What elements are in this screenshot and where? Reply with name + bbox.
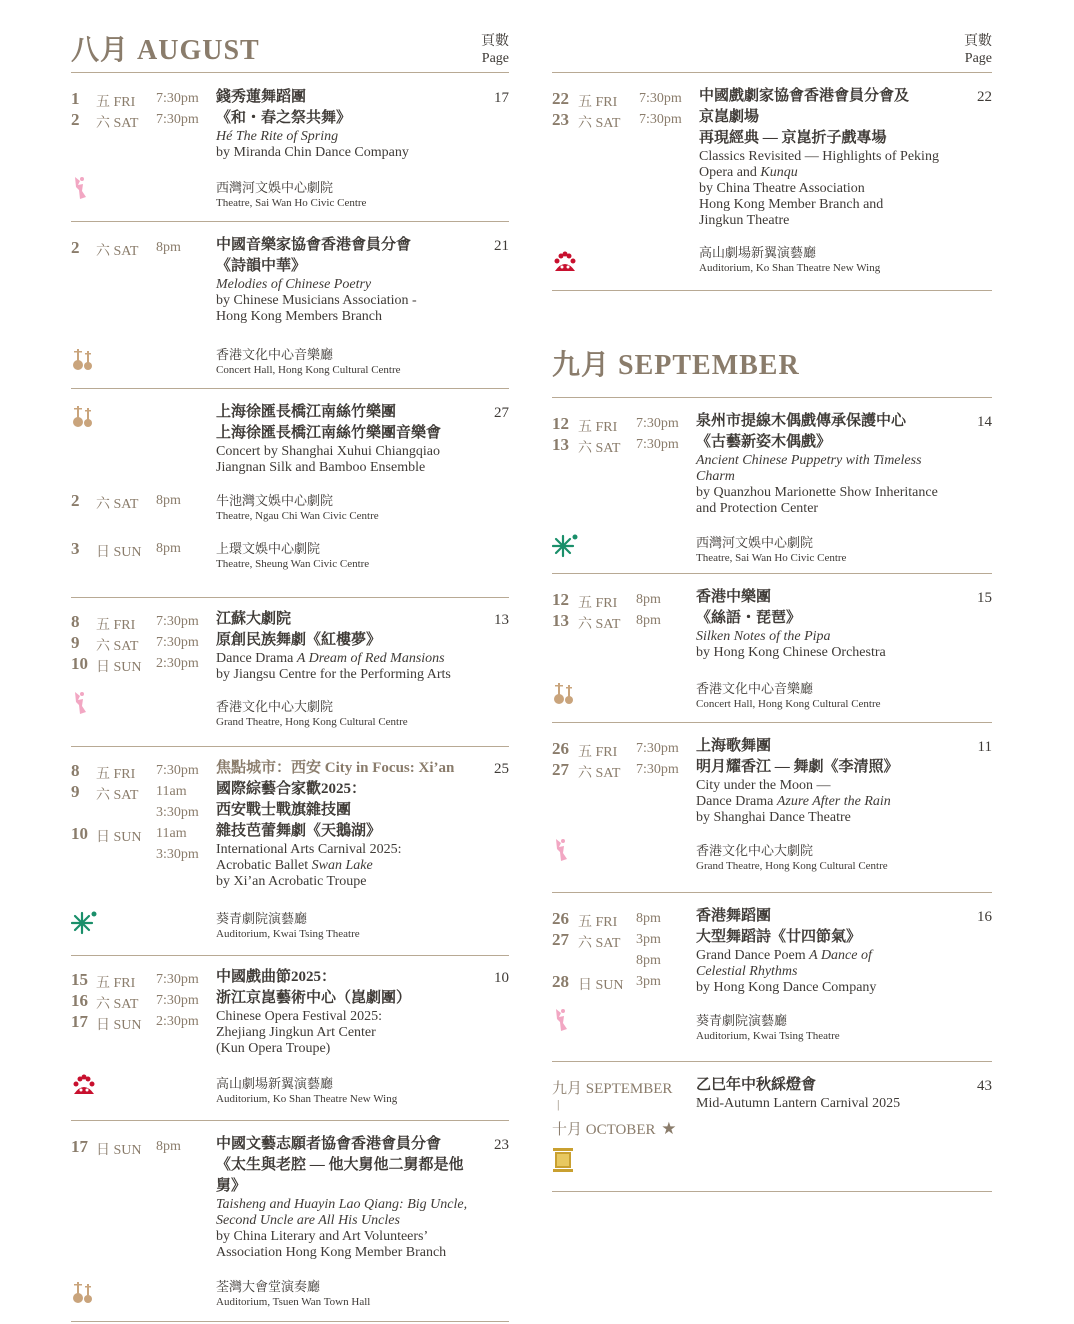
- title-en: Silken Notes of the Pipa: [696, 629, 831, 644]
- date-day: 23: [552, 110, 569, 129]
- month-range-end: [552, 1118, 676, 1139]
- event-details: [216, 967, 509, 1057]
- title-zh: 明月耀香江 — 舞劇《李清照》: [696, 759, 899, 775]
- date-day: 22: [552, 89, 569, 108]
- venue-zh: 荃灣大會堂演奏廳: [216, 1279, 321, 1294]
- page-label-zh: 頁數: [964, 34, 992, 49]
- september-column: [552, 0, 992, 1192]
- title-en-prefix: Acrobatic Ballet: [216, 858, 312, 873]
- title-en: [696, 948, 992, 964]
- page-number: 23: [494, 1137, 509, 1153]
- event-details: [696, 1075, 992, 1112]
- firework-icon: [552, 532, 578, 558]
- venue-en: Auditorium, Kwai Tsing Theatre: [216, 928, 360, 940]
- date-time: 3pm: [636, 974, 661, 989]
- date-time: 11am: [156, 826, 187, 841]
- date-day: 27: [552, 930, 569, 949]
- presenter-en: Zhejiang Jingkun Art Center: [216, 1025, 376, 1040]
- presenter-zh: 中國文藝志願者協會香港會員分會: [216, 1136, 442, 1152]
- venue-en: Auditorium, Kwai Tsing Theatre: [696, 1030, 840, 1042]
- event-details: [699, 86, 992, 229]
- date-day: 9: [71, 633, 80, 652]
- date-weekday: 六 SAT: [578, 936, 621, 951]
- title-zh: 《絲語・琵琶》: [696, 610, 802, 626]
- title-en-prefix: Opera and: [699, 165, 761, 180]
- title-en-italic: Azure After the Rain: [776, 794, 891, 809]
- date-time: 3:30pm: [156, 805, 199, 820]
- presenter-en: (Kun Opera Troupe): [216, 1041, 331, 1056]
- title-en: Celestial Rhythms: [696, 964, 798, 979]
- presenter-zh: 上海徐匯長橋江南絲竹樂團: [216, 404, 397, 420]
- title-en: Concert by Shanghai Xuhui Chiangqiao: [216, 444, 440, 459]
- month-range-end-label: 十月 OCTOBER: [552, 1122, 656, 1138]
- date-weekday: 六 SAT: [578, 441, 621, 456]
- page-number: 11: [977, 739, 992, 755]
- month-range-separator: |: [557, 1097, 560, 1111]
- music-icon: [71, 403, 97, 429]
- venue-en: Theatre, Sai Wan Ho Civic Centre: [696, 552, 847, 564]
- venue: [696, 680, 992, 712]
- page-number: 13: [494, 612, 509, 628]
- date-day: 17: [71, 1012, 88, 1031]
- venue-zh: 西灣河文娛中心劇院: [216, 180, 334, 195]
- venue-zh: 香港文化中心大劇院: [216, 699, 334, 714]
- title-en-italic: A Dance of: [809, 948, 872, 963]
- title-en: Mid-Autumn Lantern Carnival 2025: [696, 1096, 901, 1111]
- presenter-zh: 中國戲曲節2025：: [216, 969, 337, 985]
- event-entry[interactable]: [71, 1121, 509, 1322]
- title-en: [216, 651, 509, 667]
- event-details: [216, 758, 509, 890]
- festival-tag: 焦點城市：西安 City in Focus: Xi’an: [216, 760, 455, 776]
- date-weekday: 六 SAT: [578, 617, 621, 632]
- presenter-zh: 錢秀蓮舞蹈團: [216, 89, 307, 105]
- venue: [216, 492, 509, 524]
- date-time: 8pm: [636, 953, 661, 968]
- venue-zh: 上環文娛中心劇院: [216, 541, 321, 556]
- venue-zh: 香港文化中心音樂廳: [696, 681, 814, 696]
- date-day: 9: [71, 782, 80, 801]
- title-en: [696, 794, 992, 810]
- date-weekday: 日 SUN: [96, 830, 142, 845]
- venue: [216, 346, 509, 378]
- page-number: 17: [494, 90, 509, 106]
- date-time: 7:30pm: [639, 91, 682, 106]
- title-zh: 再現經典 — 京崑折子戲專場: [699, 130, 887, 146]
- month-range-start: 九月 SEPTEMBER: [552, 1081, 673, 1097]
- date-day: 12: [552, 590, 569, 609]
- venue-en: Concert Hall, Hong Kong Cultural Centre: [696, 698, 881, 710]
- event-entry[interactable]: [71, 222, 509, 389]
- title-en: Chinese Opera Festival 2025:: [216, 1009, 383, 1024]
- event-details: [216, 402, 509, 476]
- date-weekday: 六 SAT: [578, 766, 621, 781]
- date-day: 26: [552, 739, 569, 758]
- presenter-en: Jingkun Theatre: [699, 213, 790, 228]
- presenter-zh: 國際綜藝合家歡2025：: [216, 781, 367, 797]
- firework-icon: [71, 909, 97, 935]
- date-weekday: 日 SUN: [96, 1143, 142, 1158]
- event-entry[interactable]: [71, 389, 509, 598]
- page-label-zh: 頁數: [481, 34, 509, 49]
- event-entry[interactable]: [71, 598, 509, 747]
- venue: [216, 698, 509, 730]
- date-time: 8pm: [636, 613, 661, 628]
- date-time: 3pm: [636, 932, 661, 947]
- date-time: 7:30pm: [156, 635, 199, 650]
- date-weekday: 五 FRI: [578, 915, 618, 930]
- date-day: 10: [71, 654, 88, 673]
- date-day: 1: [71, 89, 80, 108]
- title-zh: 雜技芭蕾舞劇《天鵝湖》: [216, 823, 382, 839]
- date-weekday: 日 SUN: [578, 978, 624, 993]
- venue: [216, 1278, 509, 1310]
- venue-zh: 香港文化中心音樂廳: [216, 347, 334, 362]
- date-day: 2: [71, 238, 80, 257]
- presenter-en: Hong Kong Member Branch and: [699, 197, 884, 212]
- opera-icon: [71, 1072, 97, 1098]
- date-time: 8pm: [156, 1139, 181, 1154]
- venue: [699, 244, 992, 276]
- title-zh: 《古藝新姿木偶戲》: [696, 434, 832, 450]
- event-details: [696, 411, 992, 517]
- date-day: 27: [552, 760, 569, 779]
- presenter-zh: 上海歌舞團: [696, 738, 772, 754]
- event-entry[interactable]: [71, 747, 509, 956]
- month-title-september: 九月 SEPTEMBER: [552, 350, 800, 381]
- venue-zh: 高山劇場新翼演藝廳: [216, 1076, 334, 1091]
- title-en: International Arts Carnival 2025:: [216, 842, 402, 857]
- event-details: [696, 736, 992, 826]
- page-number: 27: [494, 405, 509, 421]
- title-en: Melodies of Chinese Poetry: [216, 277, 372, 292]
- event-details: [216, 609, 509, 683]
- presenter-zh: 泉州市提線木偶戲傳承保護中心: [696, 413, 907, 429]
- venue-zh: 葵青劇院演藝廳: [216, 911, 308, 926]
- month-title-august: 八月 AUGUST: [71, 35, 260, 66]
- title-zh: 乙巳年中秋綵燈會: [696, 1077, 817, 1093]
- venue-zh: 葵青劇院演藝廳: [696, 1013, 788, 1028]
- date-time: 7:30pm: [156, 763, 199, 778]
- presenter-en: by Miranda Chin Dance Company: [216, 145, 409, 160]
- page-label-en: Page: [481, 51, 509, 66]
- event-entry[interactable]: [552, 1062, 992, 1192]
- title-zh: 原創民族舞劇《紅樓夢》: [216, 632, 382, 648]
- date-day: 16: [71, 991, 88, 1010]
- date-day: 12: [552, 414, 569, 433]
- title-zh: 大型舞蹈詩《廿四節氣》: [696, 929, 862, 945]
- dance-icon: [71, 690, 97, 716]
- date-time: 8pm: [636, 592, 661, 607]
- title-en: [216, 858, 509, 874]
- presenter-zh: 中國戲劇家協會香港會員分會及: [699, 88, 910, 104]
- event-details: [216, 87, 509, 161]
- date-time: 8pm: [156, 240, 181, 255]
- date-weekday: 六 SAT: [96, 116, 139, 131]
- date-time: 2:30pm: [156, 656, 199, 671]
- date-day: 26: [552, 909, 569, 928]
- date-time: 8pm: [636, 911, 661, 926]
- presenter-zh: 西安戰士戰旗雜技團: [216, 802, 352, 818]
- presenter-zh: 香港中樂團: [696, 589, 772, 605]
- venue: [216, 910, 509, 942]
- august-column: [71, 0, 509, 1322]
- title-en: Jiangnan Silk and Bamboo Ensemble: [216, 460, 426, 475]
- title-zh: 《太生與老腔 — 他大舅他二舅都是他: [216, 1157, 464, 1173]
- venue-zh: 牛池灣文娛中心劇院: [216, 493, 334, 508]
- september-header: [552, 291, 992, 398]
- title-en-italic: Kunqu: [760, 165, 798, 180]
- presenter-en: and Protection Center: [696, 501, 819, 516]
- title-zh: 舅》: [216, 1178, 247, 1194]
- presenter-en: Hong Kong Members Branch: [216, 309, 383, 324]
- presenter-en: Association Hong Kong Member Branch: [216, 1245, 447, 1260]
- venue-en: Auditorium, Tsuen Wan Town Hall: [216, 1296, 371, 1308]
- page-label-en: Page: [964, 51, 992, 66]
- date-time: 11am: [156, 784, 187, 799]
- title-en: Ancient Chinese Puppetry with Timeless: [696, 453, 922, 468]
- date-time: 7:30pm: [636, 416, 679, 431]
- page-number: 10: [494, 970, 509, 986]
- dance-icon: [552, 837, 578, 863]
- date-day: 13: [552, 611, 569, 630]
- date-weekday: 五 FRI: [578, 420, 618, 435]
- venue-zh: 香港文化中心大劇院: [696, 843, 814, 858]
- date-time: 7:30pm: [639, 112, 682, 127]
- presenter-en: by China Literary and Art Volunteers’: [216, 1229, 429, 1244]
- presenter-en: by Hong Kong Chinese Orchestra: [696, 645, 886, 660]
- title-zh: 《詩韻中華》: [216, 258, 307, 274]
- presenter-en: by Jiangsu Centre for the Performing Arts: [216, 667, 451, 682]
- event-details: [216, 235, 509, 325]
- dance-icon: [71, 175, 97, 201]
- title-en: Hé The Rite of Spring: [216, 129, 339, 144]
- date-weekday: 五 FRI: [96, 618, 136, 633]
- dance-icon: [552, 1007, 578, 1033]
- title-en-prefix: Dance Drama: [216, 651, 297, 666]
- date-day: 2: [71, 110, 80, 129]
- event-entry[interactable]: [552, 398, 992, 574]
- august-header: [71, 0, 509, 73]
- date-time: 7:30pm: [156, 91, 199, 106]
- date-day: 2: [71, 491, 80, 510]
- page-number: 22: [977, 89, 992, 105]
- date-weekday: 六 SAT: [578, 116, 621, 131]
- venue: [216, 1075, 509, 1107]
- venue: [696, 534, 992, 566]
- event-entry[interactable]: [552, 723, 992, 893]
- title-zh: 上海徐匯長橋江南絲竹樂團音樂會: [216, 425, 442, 441]
- venue-en: Auditorium, Ko Shan Theatre New Wing: [699, 262, 881, 274]
- event-entry[interactable]: [71, 73, 509, 222]
- date-day: 8: [71, 761, 80, 780]
- date-time: 7:30pm: [636, 741, 679, 756]
- date-time: 7:30pm: [156, 993, 199, 1008]
- date-time: 8pm: [156, 493, 181, 508]
- event-details: [696, 906, 992, 996]
- date-time: 7:30pm: [156, 614, 199, 629]
- title-en: [699, 165, 992, 181]
- title-en-italic: Swan Lake: [311, 858, 373, 873]
- opera-icon: [552, 249, 578, 275]
- date-day: 8: [71, 612, 80, 631]
- event-entry[interactable]: [552, 574, 992, 723]
- presenter-en: by China Theatre Association: [699, 181, 865, 196]
- title-en: Charm: [696, 469, 735, 484]
- event-entry[interactable]: [71, 956, 509, 1121]
- date-day: 3: [71, 539, 80, 558]
- page-number: 21: [494, 238, 509, 254]
- venue-en: Theatre, Sai Wan Ho Civic Centre: [216, 197, 367, 209]
- title-en-prefix: Grand Dance Poem: [696, 948, 810, 963]
- date-weekday: 日 SUN: [96, 1018, 142, 1033]
- date-weekday: 五 FRI: [96, 767, 136, 782]
- title-zh: 浙江京崑藝術中心（崑劇團）: [216, 990, 412, 1006]
- page-number: 16: [977, 909, 992, 925]
- page-number: 14: [977, 414, 992, 430]
- presenter-zh: 京崑劇場: [699, 109, 760, 125]
- music-icon: [71, 346, 97, 372]
- venue: [696, 1012, 992, 1044]
- date-weekday: 六 SAT: [96, 497, 139, 512]
- right-header: [552, 0, 992, 73]
- music-icon: [552, 680, 578, 706]
- date-day: 28: [552, 972, 569, 991]
- presenter-zh: 中國音樂家協會香港會員分會: [216, 237, 412, 253]
- venue-en: Grand Theatre, Hong Kong Cultural Centre: [216, 716, 408, 728]
- date-time: 7:30pm: [156, 972, 199, 987]
- venue-en: Theatre, Sheung Wan Civic Centre: [216, 558, 370, 570]
- venue-en: Concert Hall, Hong Kong Cultural Centre: [216, 364, 401, 376]
- title-en: Taisheng and Huayin Lao Qiang: Big Uncle,: [216, 1197, 468, 1212]
- date-time: 7:30pm: [636, 762, 679, 777]
- date-day: 15: [71, 970, 88, 989]
- presenter-en: by Chinese Musicians Association -: [216, 293, 417, 308]
- title-en: Second Uncle are All His Uncles: [216, 1213, 400, 1228]
- page-number: 43: [977, 1078, 992, 1094]
- event-details: [216, 1134, 509, 1261]
- star-icon: ★: [661, 1119, 677, 1138]
- date-time: 7:30pm: [156, 112, 199, 127]
- date-weekday: 五 FRI: [96, 976, 136, 991]
- date-day: 13: [552, 435, 569, 454]
- event-details: [696, 587, 992, 661]
- title-en-prefix: Dance Drama: [696, 794, 777, 809]
- title-en-italic: A Dream of Red Mansions: [296, 651, 445, 666]
- music-icon: [71, 1279, 97, 1305]
- date-weekday: 五 FRI: [578, 95, 618, 110]
- title-en: Classics Revisited — Highlights of Peking: [699, 149, 939, 164]
- presenter-en: by Quanzhou Marionette Show Inheritance: [696, 485, 938, 500]
- venue: [216, 540, 509, 572]
- date-weekday: 五 FRI: [578, 745, 618, 760]
- venue-en: Theatre, Ngau Chi Wan Civic Centre: [216, 510, 379, 522]
- venue-en: Grand Theatre, Hong Kong Cultural Centre: [696, 860, 888, 872]
- date-time: 2:30pm: [156, 1014, 199, 1029]
- date-weekday: 日 SUN: [96, 545, 142, 560]
- date-weekday: 六 SAT: [96, 997, 139, 1012]
- date-time: 3:30pm: [156, 847, 199, 862]
- date-day: 10: [71, 824, 88, 843]
- date-weekday: 六 SAT: [96, 244, 139, 259]
- date-weekday: 六 SAT: [96, 788, 139, 803]
- title-en: City under the Moon —: [696, 778, 831, 793]
- date-weekday: 日 SUN: [96, 660, 142, 675]
- presenter-en: by Shanghai Dance Theatre: [696, 810, 851, 825]
- page-column-header: [481, 33, 509, 67]
- page-number: 15: [977, 590, 992, 606]
- presenter-en: by Xi’an Acrobatic Troupe: [216, 874, 367, 889]
- date-time: 7:30pm: [636, 437, 679, 452]
- page-number: 25: [494, 761, 509, 777]
- event-entry[interactable]: [552, 73, 992, 291]
- presenter-zh: 香港舞蹈團: [696, 908, 772, 924]
- presenter-en: by Hong Kong Dance Company: [696, 980, 877, 995]
- venue: [696, 842, 992, 874]
- date-day: 17: [71, 1137, 88, 1156]
- venue-zh: 高山劇場新翼演藝廳: [699, 245, 817, 260]
- venue-en: Auditorium, Ko Shan Theatre New Wing: [216, 1093, 398, 1105]
- date-weekday: 五 FRI: [96, 95, 136, 110]
- date-weekday: 五 FRI: [578, 596, 618, 611]
- page-column-header: [964, 33, 992, 67]
- presenter-zh: 江蘇大劇院: [216, 611, 292, 627]
- venue-zh: 西灣河文娛中心劇院: [696, 535, 814, 550]
- date-time: 8pm: [156, 541, 181, 556]
- date-weekday: 六 SAT: [96, 639, 139, 654]
- venue: [216, 179, 509, 211]
- event-entry[interactable]: [552, 893, 992, 1062]
- title-zh: 《和・春之祭共舞》: [216, 110, 352, 126]
- lantern-icon: [553, 1148, 573, 1172]
